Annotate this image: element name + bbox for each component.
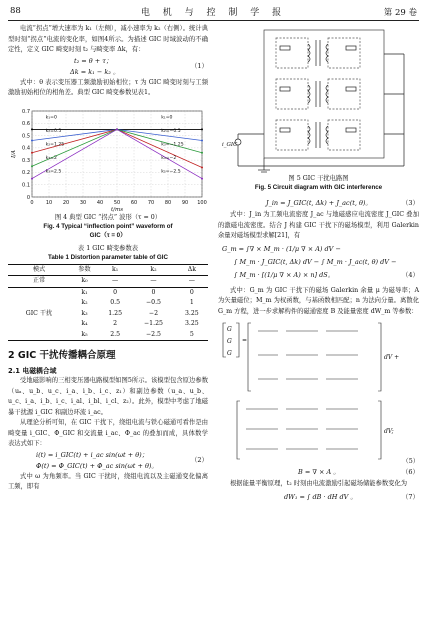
table-row — [8, 276, 208, 288]
x-tick-label: 10 — [45, 199, 53, 206]
table-cell: −2.5 — [131, 330, 175, 341]
table-cell: — — [131, 276, 175, 288]
right-series-label: k₁=0 — [161, 114, 173, 120]
data-point — [201, 151, 203, 153]
equation-3-number: （3） — [401, 199, 419, 207]
equation-7-number: （7） — [401, 492, 419, 501]
equation-4-line-1: G_m = ∫∇ × M_m · (1/μ ∇ × A) dV − — [222, 244, 341, 253]
table-cell: 0 — [189, 288, 194, 296]
right-series-label: k₃=−1.25 — [161, 141, 184, 147]
x-tick-label: 80 — [164, 199, 172, 206]
equation-2-line-1: i(t) = i_GIC(t) + i_ac sin(ωt + θ)； — [36, 450, 149, 459]
table-cell: 3.25 — [184, 309, 199, 317]
equation-4-line-2: ∫ M_m · J_GIC(t, Δk) dV − ∫ M_m · J_ac(t, θ) dV − — [234, 257, 397, 266]
table-cell — [8, 330, 70, 341]
equation-7-body: dW₁ = ∫ dB · dH dV 。 — [284, 492, 357, 501]
y-axis-label: I/A — [11, 149, 17, 158]
figure-4-chart — [8, 105, 208, 213]
svg-text:dV +: dV + — [384, 354, 400, 361]
x-tick-label: 0 — [30, 199, 34, 206]
svg-text:=: = — [242, 337, 248, 344]
left-paragraph-1: 电流“拐点”增大速率为 k₁（左侧），减小速率为 k₂（右侧）。统计典型时刻“拐点”电流的变化率，如图4所示。为描述 GIC 时域波动的不确定性，定义 GIC 畸变时刻 t₂ 与畸变率 Δk，有： — [8, 25, 208, 53]
page-header — [8, 4, 419, 18]
table-header-cell: 参数 — [70, 264, 99, 276]
equation-2-number: （2） — [190, 455, 208, 464]
table-cell: — — [176, 276, 208, 288]
equation-6-body: B = ∇ × A 。 — [298, 468, 340, 476]
left-series-label: k₃=2.5 — [45, 168, 62, 174]
left-paragraph-2: 式中：θ 表示变压器工频激励初始相位；τ 为 GIC 畸变时刻与工频激励初始相位的相角差。典型 GIC 畸变参数见表1。 — [8, 78, 208, 96]
right-paragraph-3: 根据能量平衡原理，t₂ 时刻由电流激励引起磁场储能参数变化为 — [230, 480, 408, 487]
table-row — [8, 319, 208, 330]
svg-text:G: G — [227, 338, 232, 345]
equation-6 — [218, 467, 419, 479]
figure-4-caption-en-1: Fig. 4 Typical “inflection point” waveform of — [43, 222, 173, 230]
x-tick-label: 60 — [130, 199, 138, 206]
table-row — [8, 298, 208, 309]
right-series-label: k₄=−2 — [161, 155, 177, 161]
y-tick-label: 0.3 — [22, 157, 30, 164]
table-cell: k₁ — [81, 288, 88, 296]
x-tick-label: 100 — [197, 199, 207, 206]
table-cell: 0.5 — [110, 299, 121, 306]
left-paragraph-5: 式中 ω 为角频率。当 GIC 干扰时，绕组电流以及主磁通变化偏离工频，即有 — [8, 472, 208, 490]
table-cell: — — [99, 276, 131, 288]
data-point — [116, 128, 118, 130]
equation-1-line-1: t₂ = θ + τ； — [74, 56, 113, 65]
equation-1-line-2: Δk = k₁ − k₂ 。 — [70, 67, 120, 76]
equation-5-matrix — [218, 317, 419, 467]
svg-text:dV;: dV; — [384, 428, 394, 435]
table-row — [8, 287, 208, 298]
table-cell: 5 — [176, 330, 208, 341]
equation-3-body: J_in = J_GIC(t, Δk) + J_ac(t, θ)。 — [266, 199, 372, 207]
x-axis-label: t/ms — [110, 206, 124, 213]
right-paragraph-1: 式中：J_in 为工频电流密度 J_ac 与地磁感应电流密度 J_GIC 叠加的激磁电流密度。结合 J 构建 GIC 干扰下的磁场模型，利用 Galerkin 余量对磁场模型求解[21]，有 — [218, 211, 419, 239]
table-cell: k₄ — [81, 320, 88, 327]
table-header-cell: 模式 — [8, 264, 70, 276]
table-cell: k₅ — [70, 330, 99, 341]
left-paragraph-4: 从理论分析可知，在 GIC 干扰下，绕组电流与铁心磁通可看作是由畸变量 i_GIC、Φ_GIC 和交流量 i_ac、Φ_ac 的叠加而成，具体数学表达式如下： — [8, 419, 208, 447]
section-title: 2 GIC 干扰传播耦合原理 — [8, 350, 116, 361]
table-cell: 2.5 — [99, 330, 131, 341]
igic-label: i_GIC — [222, 142, 238, 148]
table-cell: k₃ — [81, 309, 88, 317]
equation-7 — [218, 492, 419, 504]
svg-text:G: G — [227, 326, 232, 333]
left-series-label: k₃=2 — [45, 155, 57, 161]
table-cell: k₀ — [70, 276, 99, 288]
left-series-label: k₂=0.5 — [45, 128, 62, 134]
data-point — [201, 139, 203, 141]
right-column — [218, 24, 419, 504]
table-cell: 2 — [113, 320, 118, 327]
table-cell: −1.25 — [143, 320, 163, 327]
equation-1-number: （1） — [190, 61, 208, 70]
x-tick-label: 90 — [181, 199, 189, 206]
figure-4-svg — [8, 105, 208, 213]
table-cell — [8, 287, 70, 298]
x-tick-label: 50 — [113, 199, 121, 206]
equation-4-line-3: ∫ M_m · [(1/μ ∇ × A) × n] dS。 — [234, 270, 335, 279]
y-tick-label: 0.7 — [22, 108, 30, 115]
y-tick-label: 0 — [26, 194, 30, 201]
equation-4 — [218, 244, 419, 286]
header-rule — [8, 20, 419, 21]
equation-2 — [8, 450, 208, 472]
equation-6-number: （6） — [401, 468, 419, 476]
table-header-cell: Δk — [176, 264, 208, 276]
right-series-label: k₅=−2.5 — [161, 168, 181, 174]
figure-4-caption-en-2: GIC（τ = 0） — [89, 231, 127, 239]
table-cell: GIC 干扰 — [25, 309, 53, 317]
figure-5-circuit — [218, 24, 419, 174]
data-point — [31, 177, 33, 179]
transformer-phase-a — [276, 38, 360, 68]
figure-4-caption-cn: 图 4 典型 GIC “拐点” 波形（τ = 0） — [54, 213, 162, 221]
table-cell: 0 — [113, 288, 118, 296]
equation-3 — [218, 198, 419, 210]
table-cell: −2 — [148, 309, 159, 317]
table-cell — [8, 298, 70, 309]
table-header-cell: k₁ — [99, 264, 131, 276]
x-tick-label: 70 — [147, 199, 155, 206]
table-1 — [8, 264, 208, 342]
table-cell — [8, 319, 70, 330]
table-cell: 1.25 — [108, 309, 123, 317]
x-tick-label: 20 — [62, 199, 70, 206]
volume-label: 第 29 卷 — [383, 8, 417, 18]
equation-5 — [218, 317, 419, 467]
subsection-title: 2.1 电磁耦合域 — [8, 366, 57, 375]
table-cell: 正常 — [8, 276, 70, 288]
table-cell: 3.25 — [184, 320, 199, 327]
y-tick-label: 0.6 — [22, 120, 30, 127]
transformer-phase-c — [276, 120, 360, 150]
left-series-label: k₂=1.25 — [45, 141, 65, 147]
page-number: 88 — [10, 6, 21, 16]
equation-1 — [8, 56, 208, 78]
equation-4-number: （4） — [401, 270, 419, 279]
x-tick-label: 40 — [96, 199, 104, 206]
x-tick-label: 30 — [79, 199, 87, 206]
table-cell: k₂ — [81, 299, 88, 306]
figure-5-caption-en: Fig. 5 Circuit diagram with GIC interference — [254, 184, 383, 191]
data-point — [31, 165, 33, 167]
figure-5-svg — [218, 24, 419, 174]
y-tick-label: 0.2 — [22, 169, 30, 176]
data-point — [201, 177, 203, 179]
right-paragraph-2: 式中：G_m 为 GIC 干扰下的磁场 Galerkin 余量 μ 为磁导率；A 为矢量磁位；M_m 为权函数，与基函数相匹配；n 为法向分量。离散化 G_m 方程，进一步求解构件的磁通密度 B 及能量密度 dW_m 等参数： — [218, 286, 419, 315]
data-point — [31, 151, 33, 153]
table-header-row — [8, 264, 208, 276]
transformer-phase-b — [276, 79, 360, 109]
table-cell: −0.5 — [145, 299, 161, 306]
data-point — [201, 166, 203, 168]
equation-2-line-2: Φ(t) = Φ_GIC(t) + Φ_ac sin(ωt + θ)。 — [36, 461, 158, 470]
right-series-label: k₂=−0.5 — [161, 128, 181, 134]
left-column — [8, 24, 208, 493]
table-cell: 1 — [189, 299, 194, 306]
table-1-title-en: Table 1 Distortion parameter table of GIC — [48, 253, 168, 261]
table-1-title-cn: 表 1 GIC 畸变参数表 — [77, 244, 139, 252]
left-paragraph-3: 受地磁影响的三相变压器电路模型如图5所示。该模型包含原边参数（uₐ、u_b、u_c、i_a、i_b、i_c、z₁）和副边参数（u_a、u_b、u_c、i_a、i_b、i_c、i_al、i_bl、i_cl、z₂）。此外，模型中考虑了地磁暴干扰源 i_GIC 和副边环流 i_ac。 — [8, 377, 208, 416]
left-series-label: k₁=0 — [45, 114, 57, 120]
equation-5-number: （5） — [402, 458, 419, 465]
data-point — [31, 139, 33, 141]
y-tick-label: 0.5 — [22, 132, 30, 139]
data-point — [31, 128, 33, 130]
table-row — [8, 330, 208, 341]
table-cell: 0 — [151, 288, 156, 296]
svg-text:G: G — [227, 350, 232, 357]
table-header-cell: k₂ — [131, 264, 175, 276]
data-point — [201, 128, 203, 130]
table-row — [8, 309, 208, 320]
journal-title: 电 机 与 控 制 学 报 — [140, 8, 287, 18]
y-tick-label: 0.1 — [22, 182, 30, 189]
figure-5-caption-cn: 图 5 GIC 干扰电路图 — [288, 175, 349, 182]
y-tick-label: 0.4 — [22, 145, 30, 152]
